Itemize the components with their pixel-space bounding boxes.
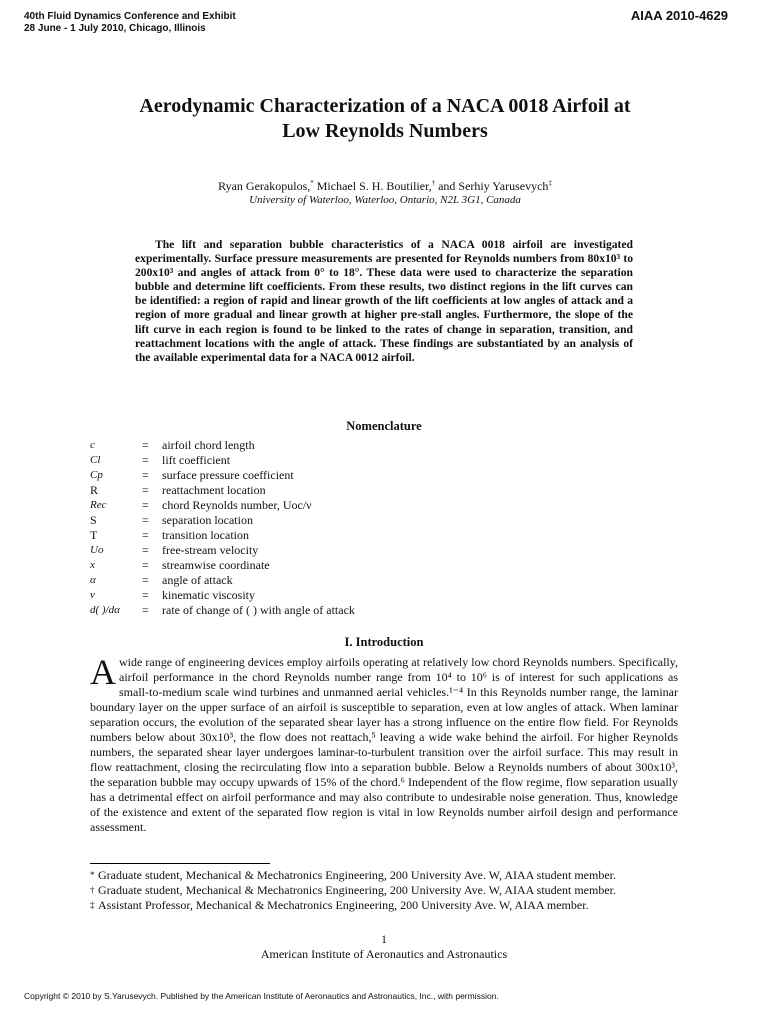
nomenclature-definition: rate of change of ( ) with angle of attack	[162, 603, 355, 617]
nomenclature-symbol: S	[90, 513, 97, 527]
conference-date: 28 June - 1 July 2010, Chicago, Illinois	[24, 23, 206, 34]
equals-sign: =	[142, 513, 149, 527]
footnote-divider	[90, 863, 270, 864]
nomenclature-definition: angle of attack	[162, 573, 233, 587]
affiliation: University of Waterloo, Waterloo, Ontario, N2L 3G1, Canada	[249, 194, 521, 206]
footnote-text: Graduate student, Mechanical & Mechatronics Engineering, 200 University Ave. W, AIAA student member.	[98, 883, 616, 897]
copyright-notice: Copyright © 2010 by S.Yarusevych. Published by the American Institute of Aeronautics and Astronautics, Inc., with permission.	[24, 991, 499, 1001]
footnote	[90, 883, 616, 898]
footnote	[90, 898, 616, 913]
equals-sign: =	[142, 588, 149, 602]
author-mark: †	[431, 179, 436, 187]
title-line-2: Low Reynolds Numbers	[282, 120, 488, 142]
nomenclature-definition: kinematic viscosity	[162, 588, 255, 602]
equals-sign: =	[142, 498, 149, 512]
introduction-heading: I. Introduction	[344, 635, 424, 649]
footnote-text: Assistant Professor, Mechanical & Mechatronics Engineering, 200 University Ave. W, AIAA member.	[98, 898, 589, 912]
nomenclature-definition: transition location	[162, 528, 249, 542]
footnote-mark: †	[90, 885, 95, 895]
drop-cap: A	[90, 652, 116, 692]
equals-sign: =	[142, 543, 149, 557]
nomenclature-symbol: d( )/dα	[90, 604, 120, 616]
nomenclature-definition: streamwise coordinate	[162, 558, 270, 572]
nomenclature-definition: free-stream velocity	[162, 543, 259, 557]
nomenclature-symbol: x	[90, 559, 95, 571]
nomenclature-definition: chord Reynolds number, Uoc/ν	[162, 498, 312, 512]
title-line-1: Aerodynamic Characterization of a NACA 0018 Airfoil at	[139, 95, 631, 117]
footnote-text: Graduate student, Mechanical & Mechatronics Engineering, 200 University Ave. W, AIAA student member.	[98, 868, 616, 882]
author-name: Ryan Gerakopulos,	[218, 179, 311, 193]
author-name: and Serhiy Yarusevych	[438, 179, 549, 193]
nomenclature-definition: airfoil chord length	[162, 438, 255, 452]
author-mark: ‡	[548, 179, 552, 187]
equals-sign: =	[142, 558, 149, 572]
nomenclature-definition: reattachment location	[162, 483, 266, 497]
footer-organization: American Institute of Aeronautics and Astronautics	[260, 947, 508, 961]
footnotes	[90, 868, 616, 913]
nomenclature-symbol: T	[90, 528, 98, 542]
nomenclature-definition: separation location	[162, 513, 253, 527]
nomenclature-heading: Nomenclature	[346, 419, 422, 433]
nomenclature-symbol: c	[90, 439, 95, 451]
footnote-mark: ‡	[90, 900, 95, 910]
author-list	[60, 179, 710, 193]
nomenclature-symbol: Cp	[90, 469, 103, 481]
introduction-text: wide range of engineering devices employ airfoils operating at relatively low chord Reynolds numbers. Specifically, airfoil performance in the chord Reynolds number range from 10⁴ to 10⁶ is of interest for such applications as small-to-medium scale wind turbines and unmanned aerial vehicles.¹⁻⁴ In this Reynolds number range, the laminar boundary layer on the upper surface of an airfoil is susceptible to separation, even at low angles of attack. When laminar separation occurs, the evolution of the separated shear layer has a strong influence on the entire flow field. For Reynolds numbers below about 30x10³, the flow does not reattach,⁵ leaving a wide wake behind the airfoil. For higher Reynolds numbers, the separated shear layer undergoes laminar-to-turbulent transition over the airfoil surface. This may result in flow reattachment, closing the recirculating flow into a separation bubble. Below a Reynolds numbers of about 300x10³, the separation bubble may occupy upwards of 15% of the chord.⁶ Independent of the flow regime, flow separation usually has a detrimental effect on airfoil performance and may also contribute to undesirable noise generation. Thus, knowledge of the existence and extent of the separated flow region is vital in low Reynolds number airfoil design and performance assessment.	[90, 655, 678, 834]
equals-sign: =	[142, 453, 149, 467]
page-number: 1	[381, 932, 387, 946]
paper-title	[60, 94, 710, 144]
footnote	[90, 868, 616, 883]
conference-header	[24, 11, 236, 35]
author-mark: *	[310, 179, 314, 187]
introduction-body	[90, 652, 678, 835]
nomenclature-definition: lift coefficient	[162, 453, 231, 467]
nomenclature-symbol: Uo	[90, 544, 104, 556]
nomenclature-symbol: Rec	[90, 499, 107, 511]
equals-sign: =	[142, 603, 149, 617]
author-name: Michael S. H. Boutilier,	[316, 179, 432, 193]
nomenclature-symbol: α	[90, 574, 96, 586]
equals-sign: =	[142, 468, 149, 482]
equals-sign: =	[142, 438, 149, 452]
footnote-mark: *	[90, 870, 95, 880]
equals-sign: =	[142, 483, 149, 497]
equals-sign: =	[142, 528, 149, 542]
equals-sign: =	[142, 573, 149, 587]
abstract: The lift and separation bubble characteristics of a NACA 0018 airfoil are investigated experimentally. Surface pressure measurements are presented for Reynolds numbers from 80x10³ to 200x10³ and angles of attack from 0° to 18°. These data were used to characterize the separation bubble and determine lift coefficients. From these results, two distinct regions in the lift curves can be identified: a region of rapid and linear growth of the lift coefficients at low angles of attack and a region of more gradual and linear growth at higher pre-stall angles. Furthermore, the slope of the lift curve in each region is found to be linked to the rates of change in separation, transition, and reattachment locations with the angle of attack. These findings are substantiated by an analysis of the available experimental data for a NACA 0012 airfoil.	[135, 238, 633, 364]
conference-name: 40th Fluid Dynamics Conference and Exhibit	[24, 11, 236, 22]
nomenclature-symbol: Cl	[90, 454, 101, 466]
nomenclature-definition: surface pressure coefficient	[162, 468, 294, 482]
nomenclature-symbol: ν	[90, 589, 95, 601]
paper-id: AIAA 2010-4629	[630, 8, 728, 23]
nomenclature-symbol: R	[90, 483, 99, 497]
